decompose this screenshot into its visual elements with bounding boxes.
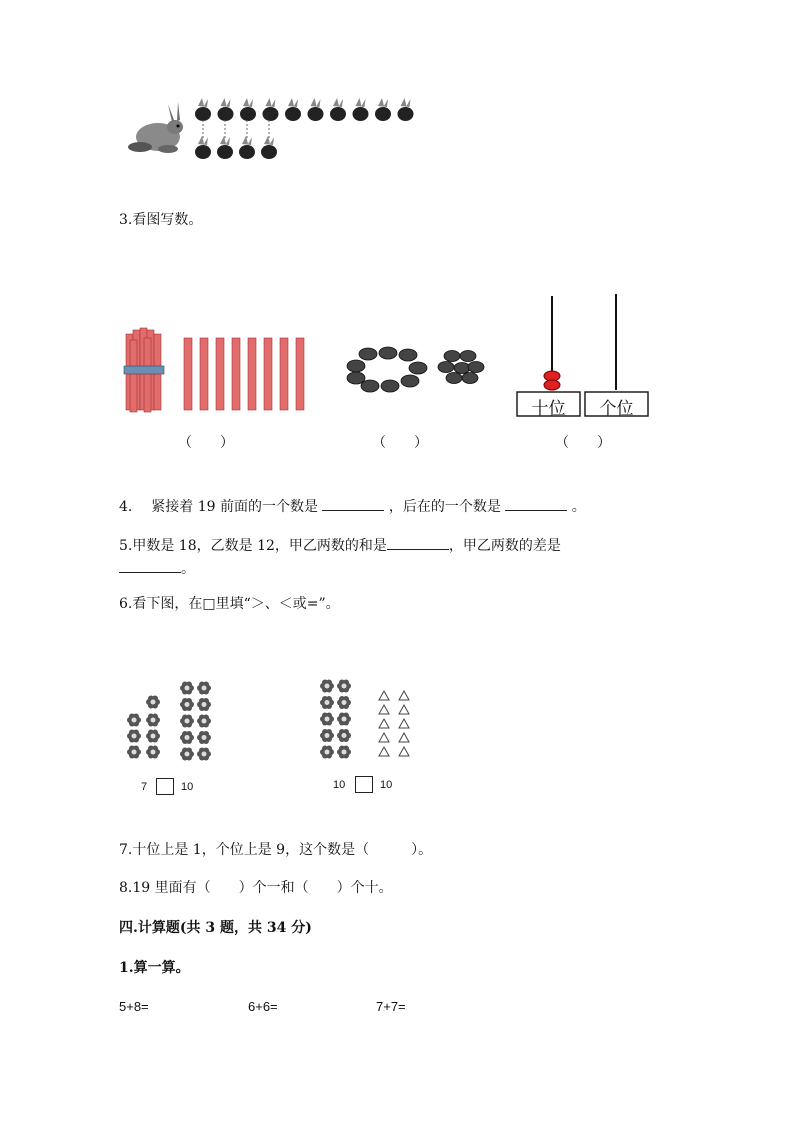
q4-text-b: ，后在的一个数是 (388, 499, 501, 515)
radish-icon (375, 98, 391, 121)
radish-row-bottom (195, 136, 277, 159)
q6-left-b: 10 (181, 781, 194, 793)
answer-paren-2[interactable]: （ ） (372, 435, 428, 451)
flower-icon (127, 714, 141, 727)
flower-icon (146, 696, 160, 709)
answer-paren-1[interactable]: （ ） (178, 435, 234, 451)
radish-icon (285, 98, 301, 121)
q4-blank-2[interactable] (505, 496, 567, 511)
radish-icon (217, 136, 233, 159)
radish-icon (195, 136, 211, 159)
q5-text-a: 5.甲数是 18，乙数是 12，甲乙两数的和是 (119, 538, 387, 554)
flower-icon (197, 731, 211, 744)
triangle-group (379, 691, 409, 756)
flower-icon (337, 713, 351, 726)
radish-icon (195, 98, 211, 121)
q4-text-a: 紧接着 19 前面的一个数是 (151, 499, 318, 515)
flower-icon (180, 682, 194, 695)
tens-label: 十位 (531, 399, 566, 419)
radish-icon (263, 98, 279, 121)
q4-line (119, 496, 586, 517)
bead-ring-icon (347, 347, 427, 392)
calc-item-3: 7+7= (376, 999, 406, 1014)
flower-icon (127, 746, 141, 759)
q5-blank-1[interactable] (387, 535, 449, 550)
q6-box-left[interactable] (156, 778, 174, 795)
stick-bundle-figure (118, 320, 318, 415)
flower-icon (180, 731, 194, 744)
triangle-icon (379, 747, 389, 756)
flower-icon (146, 746, 160, 759)
flower-icon (127, 730, 141, 743)
flower-icon (180, 698, 194, 711)
flower-group-right (320, 680, 351, 759)
q6-title: 6.看下图，在□里填“＞、＜或=”。 (119, 596, 340, 612)
flower-icon (320, 696, 334, 709)
section-4-title: 四.计算题(共 3 题，共 34 分) (119, 920, 312, 936)
rabbit-radish-illustration (118, 92, 418, 167)
radish-icon (308, 98, 324, 121)
flower-icon (320, 680, 334, 693)
radish-icon (218, 98, 234, 121)
q8-text: 8.19 里面有（ ）个一和（ ）个十。 (119, 880, 393, 896)
answer-paren-3[interactable]: （ ） (555, 435, 611, 451)
triangle-icon (379, 733, 389, 742)
q5-text-end: 。 (181, 561, 195, 577)
triangle-icon (399, 733, 409, 742)
triangle-icon (379, 691, 389, 700)
triangle-icon (399, 691, 409, 700)
compare-figures (120, 676, 420, 772)
q5-blank-2[interactable] (119, 558, 181, 573)
q5-text-b: ，甲乙两数的差是 (448, 538, 561, 554)
flower-icon (320, 729, 334, 742)
flower-group-left (127, 682, 211, 761)
calc-1-title: 1.算一算。 (119, 960, 190, 976)
q4-text-c: 。 (571, 499, 586, 515)
match-lines (203, 120, 269, 140)
flower-icon (337, 696, 351, 709)
q4-blank-1[interactable] (322, 496, 384, 511)
triangle-icon (399, 719, 409, 728)
flower-icon (320, 746, 334, 759)
radish-icon (261, 136, 277, 159)
flower-icon (197, 682, 211, 695)
radish-icon (240, 98, 256, 121)
rabbit-icon (128, 102, 183, 153)
radish-icon (239, 136, 255, 159)
radish-icon (353, 98, 369, 121)
flower-icon (146, 714, 160, 727)
flower-icon (180, 715, 194, 728)
flower-icon (197, 748, 211, 761)
flower-icon (197, 715, 211, 728)
q4-number: 4. (119, 499, 133, 515)
triangle-icon (399, 705, 409, 714)
flower-icon (146, 730, 160, 743)
red-bead-icon (544, 380, 560, 390)
radish-icon (398, 98, 414, 121)
radish-row-top (195, 98, 414, 121)
flower-icon (197, 698, 211, 711)
beads-figure (340, 340, 490, 400)
triangle-icon (399, 747, 409, 756)
bead-cluster-icon (438, 351, 484, 384)
q5-line-1 (119, 535, 561, 556)
calc-item-1: 5+8= (119, 999, 149, 1014)
stick-bundle-icon (124, 328, 164, 412)
flower-icon (337, 680, 351, 693)
flower-icon (320, 713, 334, 726)
flower-icon (337, 729, 351, 742)
q3-title: 3.看图写数。 (119, 212, 203, 228)
q6-box-right[interactable] (355, 776, 373, 793)
q6-right-b: 10 (380, 779, 393, 791)
radish-icon (330, 98, 346, 121)
flower-icon (337, 746, 351, 759)
calc-item-2: 6+6= (248, 999, 278, 1014)
q5-line-2 (119, 558, 195, 579)
triangle-icon (379, 705, 389, 714)
flower-icon (180, 748, 194, 761)
q6-left-a: 7 (141, 781, 148, 793)
ones-label: 个位 (599, 399, 634, 419)
q6-right-a: 10 (333, 779, 346, 791)
q7-text: 7.十位上是 1，个位上是 9，这个数是（ ）。 (119, 842, 433, 858)
single-sticks-icon (184, 338, 304, 410)
triangle-icon (379, 719, 389, 728)
